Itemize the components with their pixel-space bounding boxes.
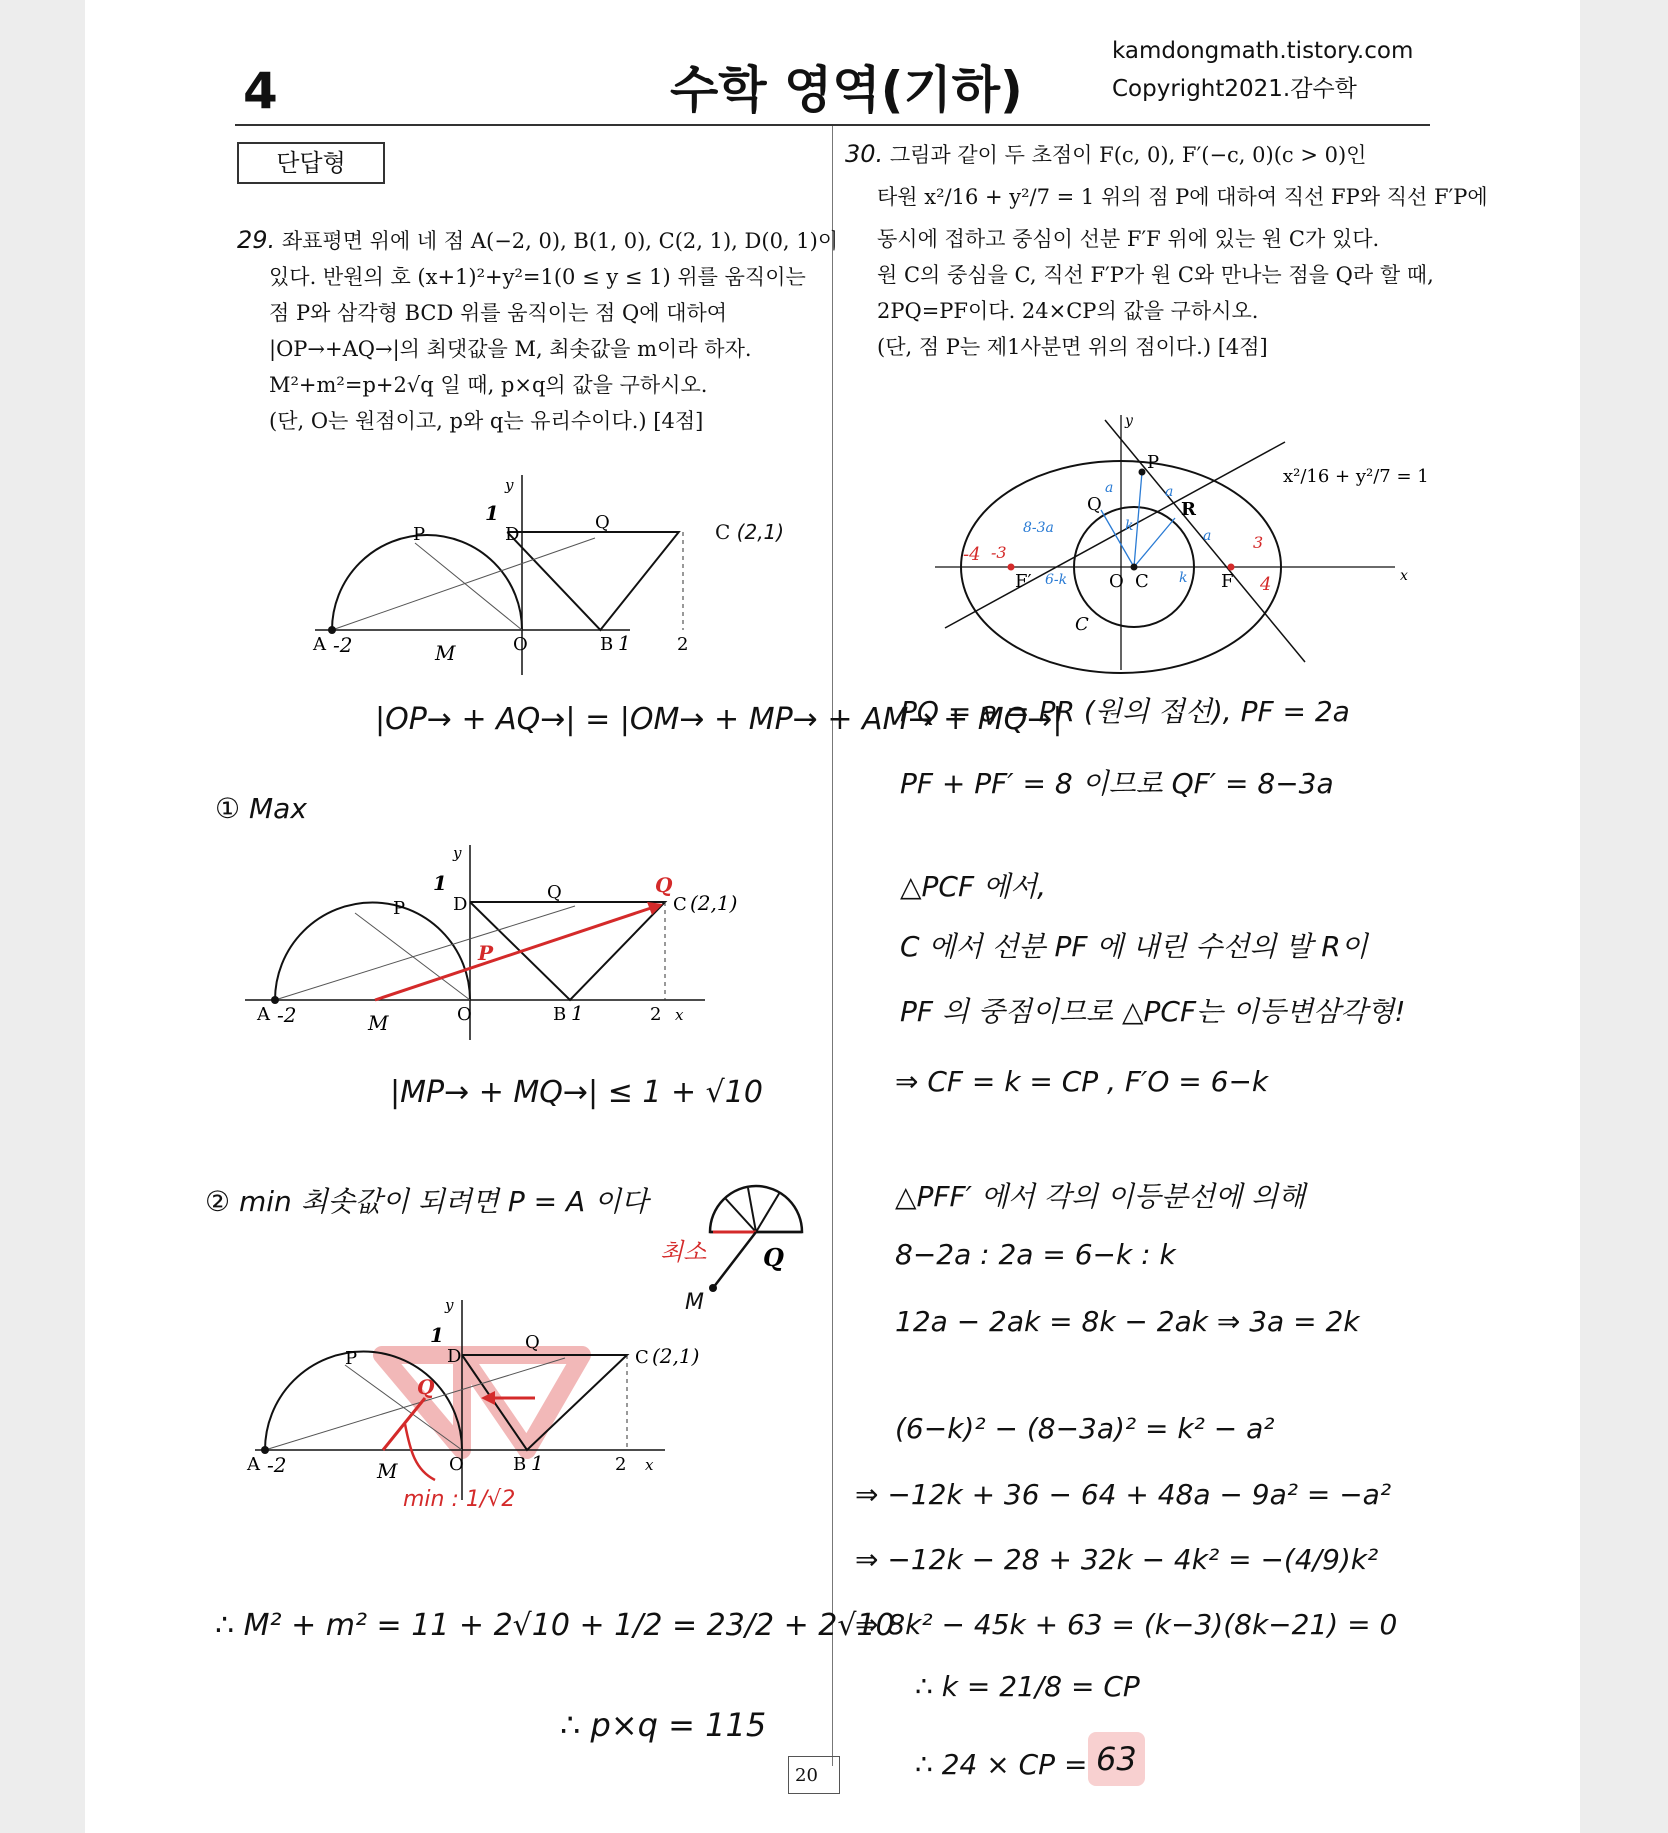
page-number: 4 [243, 62, 278, 120]
label-y: y [445, 1296, 454, 1314]
work-r7: △PFF′ 에서 각의 이등분선에 의해 [895, 1180, 1306, 1213]
label-o: O [1109, 571, 1124, 592]
label-a3: a [1203, 528, 1212, 544]
result-product: ∴ p×q = 115 [560, 1706, 767, 1744]
work-r3: △PCF 에서, [900, 870, 1046, 903]
label-1: 1 [433, 871, 447, 895]
label-b: B [600, 634, 614, 655]
ellipse-equation: x²/16 + y²/7 = 1 [1283, 466, 1429, 487]
label-one: 1 [531, 1451, 544, 1475]
label-m4: -4 [963, 544, 981, 565]
sketch-m: M [685, 1290, 704, 1315]
label-1: 1 [485, 501, 499, 525]
label-neg2: -2 [333, 633, 353, 657]
label-o: O [457, 1004, 472, 1025]
label-y: y [505, 476, 514, 494]
page-title: 수학 영역(기하) [670, 61, 1023, 119]
section-label: 단답형 [237, 142, 385, 184]
label-q: Q [525, 1332, 540, 1353]
question-number: 30. [845, 140, 884, 168]
label-o: O [513, 634, 528, 655]
label-q: Q [1087, 494, 1102, 515]
label-q-red: Q [417, 1375, 435, 1399]
work-r4: C 에서 선분 PF 에 내린 수선의 발 R이 [900, 930, 1368, 963]
label-y: y [1125, 413, 1133, 429]
label-q-red: Q [655, 873, 673, 897]
site-url: kamdongmath.tistory.com [1112, 38, 1414, 64]
label-neg2: -2 [267, 1453, 287, 1477]
label-c-coord: C (2,1) [715, 520, 785, 544]
work-r9: 12a − 2ak = 8k − 2ak ⇒ 3a = 2k [895, 1305, 1360, 1338]
label-one: 1 [571, 1001, 584, 1025]
work-r15: ∴ 24 × CP = [915, 1748, 1088, 1781]
label-o: O [449, 1454, 464, 1475]
graph-q29-original [285, 470, 689, 680]
min-label: ② min 최솟값이 되려면 P = A 이다 [205, 1185, 649, 1218]
sketch-q: Q [763, 1243, 784, 1272]
label-p4: 4 [1260, 574, 1272, 595]
label-r: R [1181, 499, 1196, 520]
min-note: 최소 [660, 1238, 707, 1266]
label-c: C [635, 1347, 649, 1368]
question-29: 29. 좌표평면 위에 네 점 A(−2, 0), B(1, 0), C(2, 1), D(0, 1)이 있다. 반원의 호 (x+1)²+y²=1(0 ≤ y ≤ 1) 위를 움직이는 점 P와 삼각형 BCD 위를 움직이는 점 Q에 대하여 |OP→+AQ→|의 최댓값을 M, 최솟값을 m이라 하자. M²+m²=p+2√q 일 때, p×q의 값을 구하시오. (단, O는 원점이고, p와 q는 유리수이다.) [4점] [237, 226, 839, 433]
label-m: M [368, 1011, 389, 1035]
label-p: P [393, 898, 406, 919]
label-c-coord: (2,1) [690, 891, 738, 915]
work-r5: PF 의 중점이므로 △PCF는 이등변삼각형! [900, 995, 1406, 1028]
min-value: min : 1/√2 [403, 1487, 516, 1512]
label-one: 1 [618, 631, 631, 655]
vector-identity: |OP→ + AQ→| = |OM→ + MP→ + AM→ + MQ→| [375, 702, 1063, 737]
worksheet-page [85, 0, 1580, 1833]
label-a2: a [1165, 484, 1174, 500]
result-sum: ∴ M² + m² = 11 + 2√10 + 1/2 = 23/2 + 2√10 [215, 1608, 895, 1643]
label-a: A [313, 634, 326, 655]
label-two: 2 [650, 1004, 662, 1025]
label-p: P [345, 1348, 358, 1369]
label-neg2: -2 [277, 1003, 297, 1027]
label-8-3a: 8-3a [1023, 520, 1054, 536]
work-r8: 8−2a : 2a = 6−k : k [895, 1238, 1176, 1271]
label-circle-c: C [1075, 614, 1089, 635]
question-number: 29. [237, 226, 276, 254]
copyright: Copyright2021.감수학 [1112, 76, 1357, 102]
max-inequality: |MP→ + MQ→| ≤ 1 + √10 [390, 1075, 763, 1110]
label-c-coord: (2,1) [652, 1344, 700, 1368]
work-r11: ⇒ −12k + 36 − 64 + 48a − 9a² = −a² [855, 1478, 1392, 1511]
label-p: P [1147, 452, 1160, 473]
work-r10: (6−k)² − (8−3a)² = k² − a² [895, 1412, 1275, 1445]
label-q: Q [595, 512, 610, 533]
label-p-red: P [478, 941, 494, 965]
label-fprime: F′ [1015, 571, 1032, 592]
label-d: D [453, 894, 468, 915]
label-b: B [553, 1004, 567, 1025]
label-p: P [413, 524, 426, 545]
final-answer: 63 [1088, 1732, 1145, 1786]
label-a: A [257, 1004, 270, 1025]
work-r12: ⇒ −12k − 28 + 32k − 4k² = −(4/9)k² [855, 1543, 1379, 1576]
label-two: 2 [615, 1454, 627, 1475]
label-b: B [513, 1454, 527, 1475]
label-y: y [453, 844, 462, 862]
label-p3: 3 [1253, 533, 1264, 552]
label-x: x [645, 1456, 654, 1474]
label-k1: k [1125, 518, 1134, 534]
label-6-k: 6-k [1045, 572, 1068, 588]
label-c: C [673, 894, 687, 915]
work-r13: ⇒ 8k² − 45k + 63 = (k−3)(8k−21) = 0 [855, 1608, 1398, 1641]
label-1: 1 [430, 1323, 444, 1347]
label-center: C [1135, 571, 1149, 592]
label-a: A [247, 1454, 260, 1475]
label-k2: k [1179, 570, 1188, 586]
label-m: M [377, 1459, 398, 1483]
label-a1: a [1105, 480, 1114, 496]
footer-page-number: 20 [788, 1756, 840, 1794]
work-r14: ∴ k = 21/8 = CP [915, 1670, 1140, 1703]
work-r6: ⇒ CF = k = CP , F′O = 6−k [895, 1065, 1269, 1098]
work-r2: PF + PF′ = 8 이므로 QF′ = 8−3a [900, 767, 1334, 800]
label-x: x [1400, 568, 1408, 584]
question-30: 30. 그림과 같이 두 초점이 F(c, 0), F′(−c, 0)(c > 0)인 타원 x²/16 + y²/7 = 1 위의 점 P에 대하여 직선 FP와 직선 F′P에 동시에 접하고 중심이 선분 F′F 위에 있는 원 C가 있다. 원 C의 중심을 C, 직선 F′P가 원 C와 만나는 점을 Q라 할 때, 2PQ=PF이다. 24×CP의 값을 구하시오. (단, 점 P는 제1사분면 위의 점이다.) [4점] [845, 140, 1488, 359]
max-label: ① Max [215, 792, 307, 825]
min-sketch [705, 1170, 905, 1310]
graph-q29-max [245, 840, 785, 1050]
label-m: M [435, 641, 456, 665]
label-f: F [1221, 571, 1234, 592]
label-d: D [505, 524, 520, 545]
label-x: x [675, 1006, 684, 1024]
ellipse-diagram [925, 400, 1445, 680]
label-q: Q [547, 882, 562, 903]
label-m3: -3 [991, 543, 1007, 562]
work-r1: PQ = a = PR (원의 접선), PF = 2a [900, 695, 1350, 728]
label-d: D [447, 1346, 462, 1367]
label-two: 2 [677, 634, 689, 655]
